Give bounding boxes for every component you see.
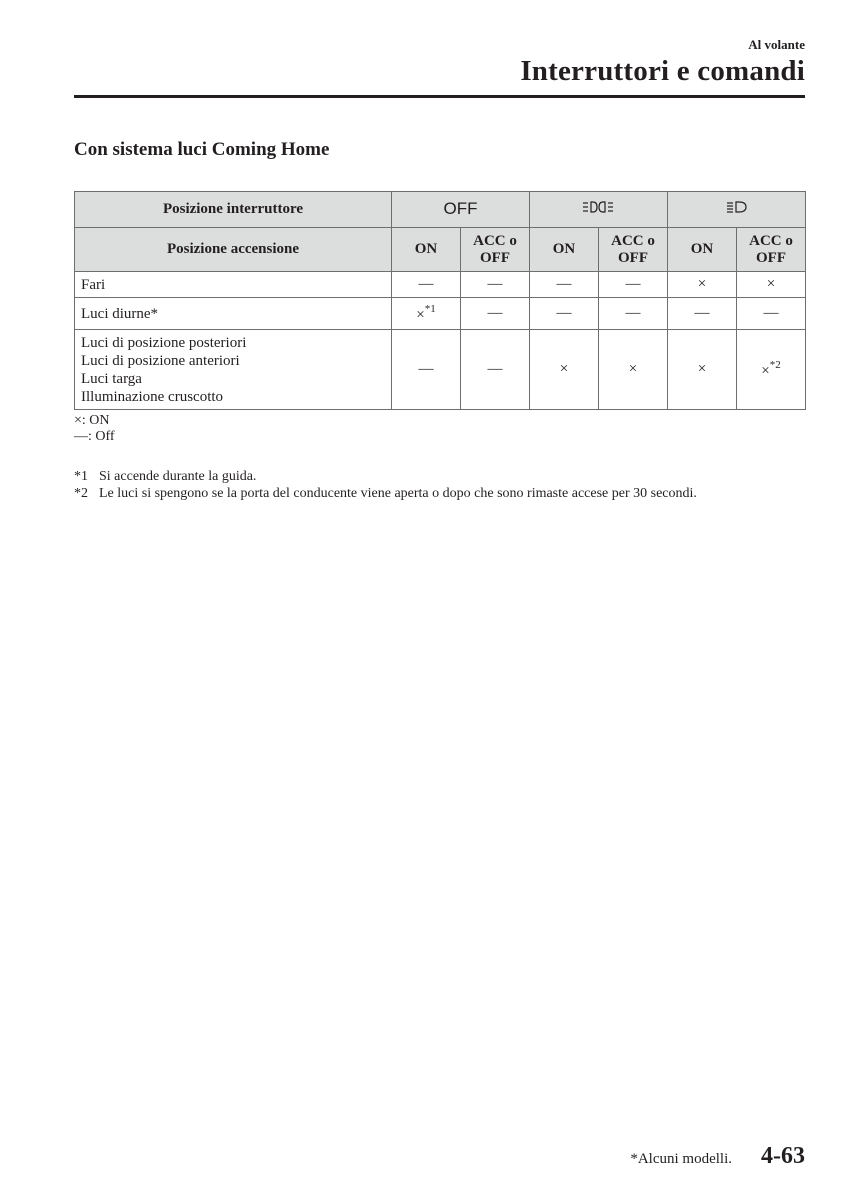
footnote-ref: *1 [424, 303, 436, 315]
legend [74, 413, 115, 445]
legend-item: ×: ON [74, 413, 110, 428]
section-label: Al volante [748, 37, 805, 52]
status-cell: ×$^{*1}$ [392, 298, 461, 330]
status-cell: — [530, 298, 599, 330]
status-cell: — [461, 330, 530, 410]
status-cell: — [392, 272, 461, 298]
status-cell: — [461, 298, 530, 330]
row-label: Luci diurne* [75, 298, 392, 330]
footnotes [74, 468, 697, 502]
lights-table [74, 191, 806, 410]
status-cell: — [392, 330, 461, 410]
status-cell: — [461, 272, 530, 298]
status-cell: — [599, 272, 668, 298]
status-cell: ×$^{*2}$ [737, 330, 806, 410]
switch-position-parking [530, 192, 668, 228]
page-title: Interruttori e comandi [520, 55, 805, 87]
ignition-position-row [75, 228, 806, 272]
footnote: *2 Le luci si spengono se la porta del conducente viene aperta o dopo che sono rimaste accese per 30 secondi. [74, 486, 697, 501]
ignition-state: ON [530, 228, 599, 272]
status-cell: — [668, 298, 737, 330]
page-number: 4-63 [761, 1143, 805, 1169]
title-rule [74, 95, 805, 98]
table-row [75, 330, 806, 410]
status-cell: — [599, 298, 668, 330]
switch-position-label: Posizione interruttore [75, 192, 392, 228]
ignition-position-label: Posizione accensione [75, 228, 392, 272]
table-row [75, 272, 806, 298]
ignition-state: ON [668, 228, 737, 272]
switch-position-headlights [668, 192, 806, 228]
parking-lights-icon [582, 200, 616, 219]
status-cell: × [668, 272, 737, 298]
status-cell: × [668, 330, 737, 410]
row-label: Fari [75, 272, 392, 298]
switch-position-off [392, 192, 530, 228]
status-cell: × [737, 272, 806, 298]
ignition-state: ACC o OFF [461, 228, 530, 272]
table-row [75, 298, 806, 330]
subheading: Con sistema luci Coming Home [74, 139, 330, 160]
footnote-ref: *2 [769, 359, 781, 371]
legend-item: —: Off [74, 429, 115, 444]
status-cell: × [599, 330, 668, 410]
ignition-state: ACC o OFF [599, 228, 668, 272]
status-cell: — [530, 272, 599, 298]
switch-position-row [75, 192, 806, 228]
ignition-state: ACC o OFF [737, 228, 806, 272]
footer-note: *Alcuni modelli. [630, 1151, 732, 1167]
ignition-state: ON [392, 228, 461, 272]
headlights-icon [726, 200, 748, 219]
status-cell: × [530, 330, 599, 410]
row-label: Luci di posizione posteriori Luci di posizione anteriori Luci targa Illuminazione cruscotto [75, 330, 392, 410]
off-label: OFF [443, 199, 478, 218]
status-cell: — [737, 298, 806, 330]
footnote: *1 Si accende durante la guida. [74, 469, 257, 484]
